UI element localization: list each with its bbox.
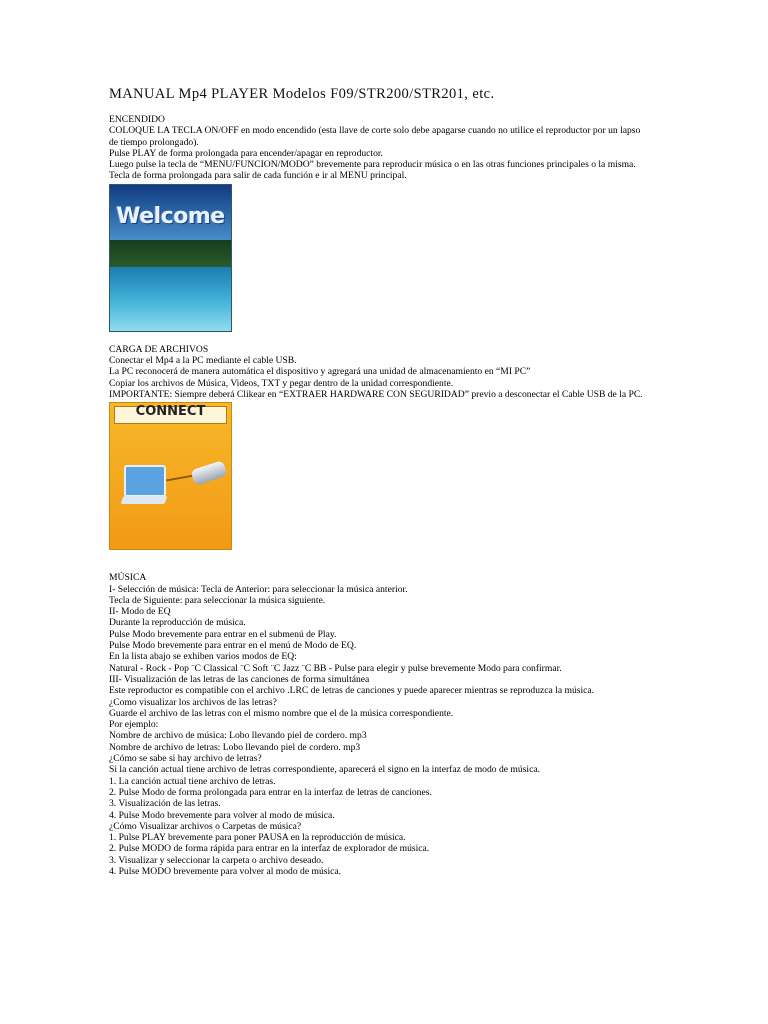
- paragraph: I- Selección de música: Tecla de Anterior: para seleccionar la música anterior.: [109, 583, 408, 595]
- paragraph: 1. La canción actual tiene archivo de letras.: [109, 775, 276, 787]
- paragraph: 3. Visualizar y seleccionar la carpeta o archivo deseado.: [109, 854, 324, 866]
- document-title: MANUAL Mp4 PLAYER Modelos F09/STR200/STR201, etc.: [109, 86, 495, 102]
- paragraph: III- Visualización de las letras de las canciones de forma simultánea: [109, 673, 370, 685]
- heading-encendido: ENCENDIDO: [109, 114, 165, 125]
- mp4-player-icon: [190, 460, 227, 486]
- paragraph: IMPORTANTE: Siempre deberá Clikear en “EXTRAER HARDWARE CON SEGURIDAD” previo a desconectar el Cable USB de la PC.: [109, 388, 643, 400]
- paragraph: En la lista abajo se exhiben varios modos de EQ:: [109, 651, 297, 663]
- heading-musica: MÚSICA: [109, 572, 147, 584]
- welcome-image: [109, 184, 232, 332]
- connect-image: [109, 402, 232, 550]
- paragraph: Pulse Modo brevemente para entrar en el menú de Modo de EQ.: [109, 640, 357, 652]
- paragraph: 2. Pulse MODO de forma rápida para entrar en la interfaz de explorador de música.: [109, 843, 430, 855]
- document-body: [109, 114, 649, 877]
- section-musica: [109, 572, 649, 877]
- paragraph: Pulse Modo brevemente para entrar en el submenú de Play.: [109, 628, 337, 640]
- paragraph: La PC reconocerá de manera automática el dispositivo y agregará una unidad de almacenamiento en “MI PC”: [109, 366, 531, 378]
- paragraph: Guarde el archivo de las letras con el mismo nombre que el de la música correspondiente.: [109, 707, 454, 719]
- paragraph: Natural - Rock - Pop ¨C Classical ¨C Soft ¨C Jazz ¨C BB - Pulse para elegir y pulse brevemente Modo para confirmar.: [109, 662, 562, 674]
- heading-carga-de-archivos: CARGA DE ARCHIVOS: [109, 343, 209, 355]
- paragraph: ¿Cómo se sabe si hay archivo de letras?: [109, 753, 262, 765]
- paragraph: ¿Como visualizar los archivos de las letras?: [109, 696, 277, 708]
- paragraph: COLOQUE LA TECLA ON/OFF en modo encendido (esta llave de corte solo debe apagarse cuando no utilice el reproductor por un lapso de tiempo prolongado).: [109, 125, 641, 148]
- welcome-image-text: Welcome: [116, 203, 225, 229]
- paragraph: Por ejemplo:: [109, 719, 159, 731]
- paragraph: 4. Pulse MODO brevemente para volver al modo de música.: [109, 865, 342, 877]
- paragraph: Durante la reproducción de música.: [109, 617, 246, 629]
- paragraph: 2. Pulse Modo de forma prolongada para entrar en la interfaz de letras de canciones.: [109, 786, 432, 798]
- paragraph: Tecla de Siguiente: para seleccionar la música siguiente.: [109, 594, 326, 606]
- paragraph: 4. Pulse Modo brevemente para volver al modo de música.: [109, 809, 335, 821]
- paragraph: Si la canción actual tiene archivo de letras correspondiente, aparecerá el signo en la interfaz de modo de música.: [109, 764, 540, 776]
- computer-icon: [124, 465, 166, 497]
- paragraph: 3. Visualización de las letras.: [109, 798, 221, 810]
- paragraph: Pulse PLAY de forma prolongada para encender/apagar en reproductor.: [109, 147, 383, 159]
- paragraph: Nombre de archivo de música: Lobo llevando piel de cordero. mp3: [109, 730, 367, 742]
- connect-image-text: CONNECT: [135, 404, 206, 420]
- paragraph: Nombre de archivo de letras: Lobo llevando piel de cordero. mp3: [109, 741, 361, 753]
- paragraph: Copiar los archivos de Música, Videos, TXT y pegar dentro de la unidad correspondiente.: [109, 377, 454, 389]
- section-carga-de-archivos: [109, 344, 649, 550]
- paragraph: II- Modo de EQ: [109, 606, 171, 618]
- paragraph: ¿Cómo Visualizar archivos o Carpetas de música?: [109, 820, 302, 832]
- paragraph: 1. Pulse PLAY brevemente para poner PAUSA en la reproducción de música.: [109, 832, 406, 844]
- paragraph: Luego pulse la tecla de “MENU/FUNCION/MODO” brevemente para reproducir música o en las otras funciones principales o la misma. Tecla de forma prolongada para salir de cada función e ir al MENU principal.: [109, 159, 636, 182]
- paragraph: Este reproductor es compatible con el archivo .LRC de letras de canciones y puede aparecer mientras se reproduzca la música.: [109, 685, 595, 697]
- section-encendido: [109, 114, 649, 332]
- paragraph: Conectar el Mp4 a la PC mediante el cable USB.: [109, 355, 297, 367]
